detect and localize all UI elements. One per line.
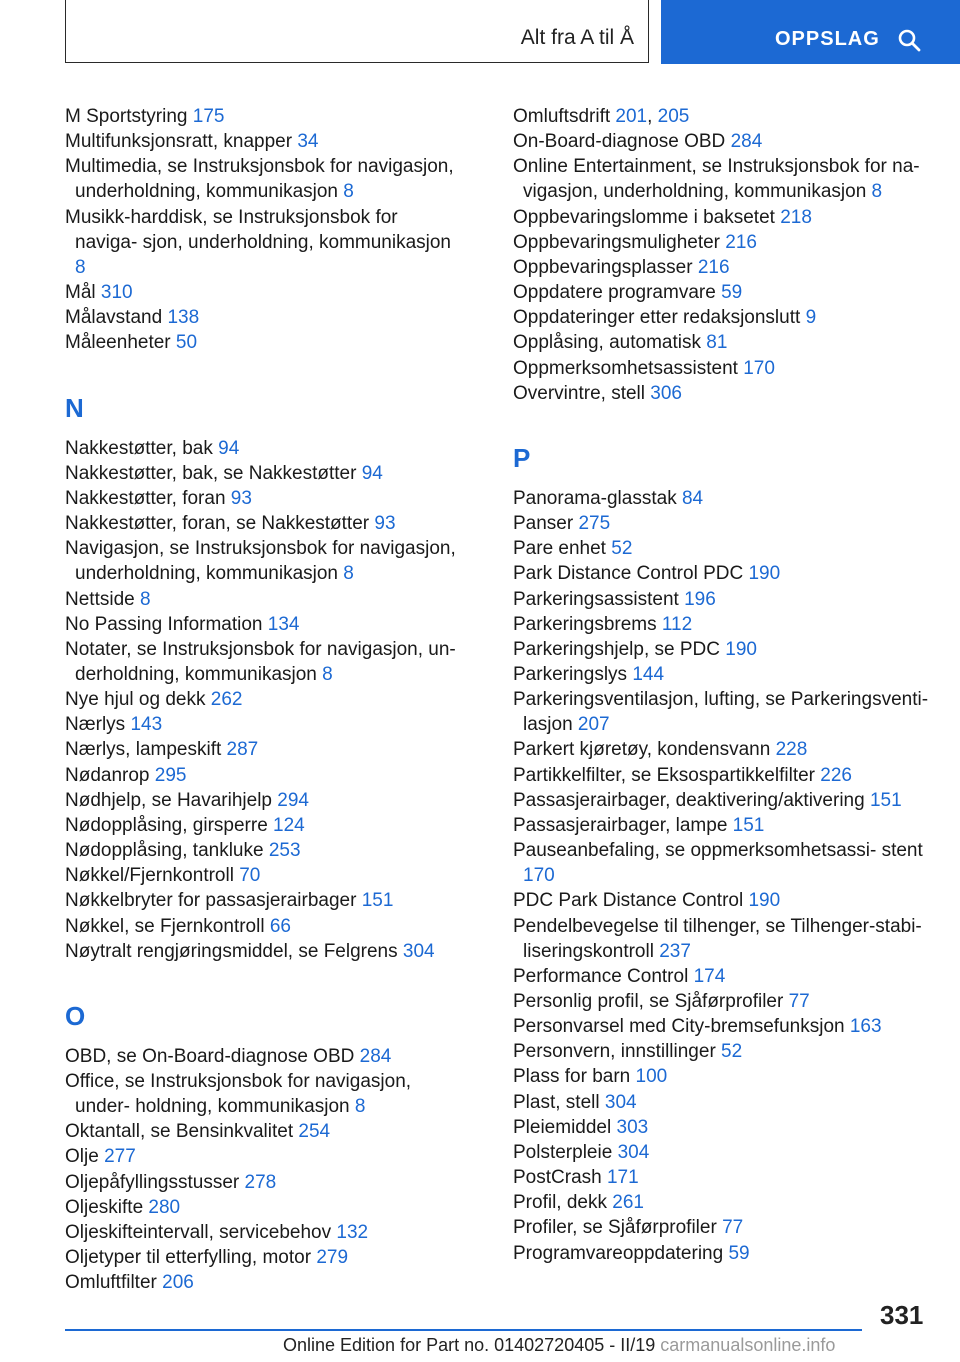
page-reference-link[interactable]: 294 bbox=[277, 789, 309, 811]
page-reference-link[interactable]: 275 bbox=[578, 513, 611, 535]
page-reference-link[interactable]: 254 bbox=[298, 1121, 331, 1143]
index-entry bbox=[65, 587, 465, 612]
index-entry bbox=[513, 280, 933, 305]
index-entry bbox=[513, 788, 933, 813]
index-entry bbox=[513, 1039, 933, 1064]
index-entry bbox=[65, 788, 465, 813]
footer-edition: Online Edition for Part no. 01402720405 - II/19 bbox=[283, 1335, 656, 1355]
index-entry bbox=[65, 280, 465, 305]
page-reference-link[interactable]: 8 bbox=[354, 1096, 366, 1118]
page-reference-link[interactable]: 151 bbox=[732, 814, 765, 836]
index-entry-text: Nærlys bbox=[65, 714, 131, 736]
index-entry-text: Performance Control bbox=[513, 965, 694, 987]
index-entry-text: Parkeringsassistent bbox=[513, 588, 685, 610]
index-column-left bbox=[65, 104, 465, 1295]
index-entry-text: Oljetyper til etterfylling, motor bbox=[65, 1247, 317, 1269]
index-entry bbox=[513, 1115, 933, 1140]
page-reference-link[interactable]: 84 bbox=[681, 487, 704, 509]
page-reference-link[interactable]: 170 bbox=[523, 865, 555, 887]
index-entry bbox=[65, 104, 465, 129]
index-entry-text: Nærlys, lampeskift bbox=[65, 739, 227, 761]
index-entry-text: Multimedia, se Instruksjonsbok for navigasjon, underholdning, kommunikasjon bbox=[65, 156, 454, 203]
page-reference-link[interactable]: 304 bbox=[617, 1141, 650, 1163]
page-reference-separator: , bbox=[647, 106, 658, 127]
index-entry bbox=[65, 612, 465, 637]
footer-logo: carmanualsonline.info bbox=[660, 1335, 836, 1355]
index-entry bbox=[513, 737, 933, 762]
index-entry bbox=[65, 536, 465, 586]
index-entry-text: Omluftsdrift bbox=[513, 106, 616, 127]
index-entry-text: Oppmerksomhetsassistent bbox=[513, 357, 744, 379]
index-entry-text: Oljeskifteintervall, servicebehov bbox=[65, 1221, 337, 1243]
page-reference-link[interactable]: 144 bbox=[632, 663, 665, 685]
index-column-right bbox=[513, 104, 933, 1266]
page-number: 331 bbox=[880, 1300, 924, 1330]
index-entry-text: Personvern, innstillinger bbox=[513, 1041, 722, 1063]
page-reference-link[interactable]: 8 bbox=[343, 181, 354, 203]
page-reference-link[interactable]: 138 bbox=[167, 307, 200, 329]
index-entry bbox=[513, 1241, 933, 1266]
index-entry bbox=[513, 964, 933, 989]
index-entry bbox=[65, 838, 465, 863]
index-entry-text: Parkeringsventilasjon, lufting, se Parkeringsventi- lasjon bbox=[513, 689, 929, 736]
index-entry bbox=[65, 813, 465, 838]
index-entry bbox=[65, 1270, 465, 1295]
index-letter-heading: N bbox=[65, 392, 84, 423]
index-entry bbox=[513, 687, 933, 737]
page-reference-link[interactable]: 77 bbox=[788, 991, 810, 1012]
index-entry-text: M Sportstyring bbox=[65, 106, 193, 127]
page-reference-link[interactable]: 151 bbox=[869, 789, 902, 811]
index-entry-text: Passasjerairbager, lampe bbox=[513, 814, 733, 836]
footer bbox=[283, 1335, 835, 1356]
index-entry-text: On-Board-diagnose OBD bbox=[513, 131, 731, 153]
page-reference-link[interactable]: 206 bbox=[162, 1272, 194, 1294]
index-entry-text: Overvintre, stell bbox=[513, 382, 651, 404]
tab-oppslag[interactable] bbox=[661, 0, 960, 64]
index-entry bbox=[513, 1064, 933, 1089]
index-entry bbox=[513, 888, 933, 913]
page-reference-link[interactable]: 218 bbox=[780, 206, 812, 228]
index-entry bbox=[513, 989, 933, 1014]
page-reference-link[interactable]: 8 bbox=[139, 588, 151, 610]
index-entry-text: Notater, se Instruksjonsbok for navigasjon, un- derholdning, kommunikasjon bbox=[65, 638, 456, 685]
index-entry bbox=[65, 712, 465, 737]
page-reference-link[interactable]: 100 bbox=[635, 1066, 668, 1088]
page-reference-link[interactable]: 93 bbox=[374, 513, 396, 535]
page-reference-link[interactable]: 8 bbox=[871, 181, 883, 203]
header bbox=[0, 0, 960, 64]
index-entry-text: Polsterpleie bbox=[513, 1141, 618, 1163]
index-entry-text: Oljeskifte bbox=[65, 1196, 149, 1218]
index-entry-text: Programvareoppdatering bbox=[513, 1242, 729, 1264]
page-reference-link[interactable]: 66 bbox=[269, 915, 291, 937]
page-reference-link[interactable]: 216 bbox=[697, 256, 730, 278]
index-entry bbox=[513, 511, 933, 536]
index-entry bbox=[65, 1195, 465, 1220]
index-entry-text: Nakkestøtter, bak bbox=[65, 437, 219, 459]
index-entry bbox=[513, 536, 933, 561]
index-entry-text: Parkeringsbrems bbox=[513, 613, 662, 635]
index-entry-text: Oppbevaringslomme i baksetet bbox=[513, 206, 781, 228]
index-entry bbox=[513, 330, 933, 355]
index-entry bbox=[513, 1165, 933, 1190]
page-reference-link[interactable]: 190 bbox=[748, 563, 781, 585]
index-entry bbox=[513, 230, 933, 255]
index-entry bbox=[513, 763, 933, 788]
page-reference-link[interactable]: 8 bbox=[75, 256, 86, 278]
index-entry bbox=[65, 888, 465, 913]
index-entry-text: Nødopplåsing, tankluke bbox=[65, 840, 269, 862]
page-reference-link[interactable]: 304 bbox=[604, 1091, 637, 1113]
page-reference-link[interactable]: 134 bbox=[267, 613, 300, 635]
page-reference-link[interactable]: 280 bbox=[148, 1196, 181, 1218]
index-entry-text: Panorama-glasstak bbox=[513, 487, 682, 509]
index-entry-text: Personlig profil, se Sjåførprofiler bbox=[513, 991, 789, 1012]
index-entry-text: Park Distance Control PDC bbox=[513, 563, 749, 585]
index-entry bbox=[513, 205, 933, 230]
index-entry-text: Panser bbox=[513, 513, 579, 535]
page-reference-link[interactable]: 279 bbox=[316, 1247, 349, 1269]
index-entry bbox=[513, 838, 933, 888]
page-reference-link[interactable]: 77 bbox=[722, 1217, 744, 1239]
index-entry bbox=[513, 1140, 933, 1165]
page-reference-link[interactable]: 306 bbox=[650, 382, 682, 404]
page-reference-link[interactable]: 151 bbox=[361, 890, 394, 912]
index-entry bbox=[65, 436, 465, 461]
page-reference-link[interactable]: 295 bbox=[154, 764, 187, 786]
index-entry-text: Multifunksjonsratt, knapper bbox=[65, 131, 298, 153]
index-entry bbox=[65, 129, 465, 154]
index-entry bbox=[513, 486, 933, 511]
index-entry-text: Nødanrop bbox=[65, 764, 155, 786]
page-reference-link[interactable]: 170 bbox=[743, 357, 775, 379]
page-reference-link[interactable]: 287 bbox=[226, 739, 259, 761]
index-entry bbox=[65, 914, 465, 939]
index-entry bbox=[513, 1090, 933, 1115]
index-entry-text: Passasjerairbager, deaktivering/aktivering bbox=[513, 789, 870, 811]
index-entry bbox=[65, 461, 465, 486]
index-entry bbox=[65, 511, 465, 536]
index-entry bbox=[65, 1245, 465, 1270]
index-entry-text: Parkeringshjelp, se PDC bbox=[513, 638, 726, 660]
page-reference-link[interactable]: 52 bbox=[721, 1041, 743, 1063]
page-reference-link[interactable]: 34 bbox=[297, 131, 319, 153]
index-entry bbox=[513, 255, 933, 280]
tab-label: OPPSLAG bbox=[775, 28, 880, 50]
page-reference-link[interactable]: 190 bbox=[725, 638, 757, 660]
page-reference-link[interactable]: 171 bbox=[606, 1167, 639, 1189]
index-entry bbox=[65, 154, 465, 204]
page-reference-link[interactable]: 70 bbox=[239, 865, 261, 887]
index-entry bbox=[513, 813, 933, 838]
page-reference-link[interactable]: 278 bbox=[244, 1171, 277, 1193]
index-entry-text: Musikk-harddisk, se Instruksjonsbok for naviga- sjon, underholdning, kommunikasjon bbox=[65, 206, 452, 253]
page-reference-link[interactable]: 52 bbox=[611, 538, 633, 560]
page-reference-link[interactable]: 94 bbox=[361, 462, 383, 484]
index-entry-text: PostCrash bbox=[513, 1167, 607, 1189]
index-entry-text: Pauseanbefaling, se oppmerksomhetsassi- stent bbox=[513, 840, 923, 862]
index-entry bbox=[65, 305, 465, 330]
index-entry-text: Online Entertainment, se Instruksjonsbok for na- vigasjon, underholdning, kommunikasjon bbox=[513, 156, 920, 203]
index-entry-text: Profil, dekk bbox=[513, 1192, 613, 1214]
index-entry bbox=[513, 129, 933, 154]
index-entry-text: Pendelbevegelse til tilhenger, se Tilhenger-stabi- liseringskontroll bbox=[513, 915, 922, 962]
page-reference-link[interactable]: 93 bbox=[230, 487, 252, 509]
index-entry-text: Nøkkelbryter for passasjerairbager bbox=[65, 890, 362, 912]
search-icon[interactable] bbox=[897, 28, 921, 52]
index-entry bbox=[513, 381, 933, 406]
index-entry bbox=[513, 104, 933, 129]
index-entry-text: Nøkkel, se Fjernkontroll bbox=[65, 915, 270, 937]
index-entry-text: Office, se Instruksjonsbok for navigasjon, under- holdning, kommunikasjon bbox=[65, 1071, 412, 1118]
page-reference-link[interactable]: 284 bbox=[730, 131, 763, 153]
index-entry bbox=[65, 939, 465, 964]
page-reference-link[interactable]: 228 bbox=[775, 739, 808, 761]
index-entry bbox=[513, 1014, 933, 1039]
index-entry-text: Nødopplåsing, girsperre bbox=[65, 814, 274, 836]
index-entry-text: Nakkestøtter, foran, se Nakkestøtter bbox=[65, 513, 375, 535]
page-reference-link[interactable]: 143 bbox=[130, 714, 163, 736]
index-entry-text: Nøkkel/Fjernkontroll bbox=[65, 865, 240, 887]
index-entry bbox=[65, 687, 465, 712]
page-reference-link[interactable]: 8 bbox=[322, 663, 333, 685]
index-entry bbox=[65, 1220, 465, 1245]
page-reference-link[interactable]: 226 bbox=[820, 764, 852, 786]
page-reference-link[interactable]: 304 bbox=[402, 940, 435, 962]
index-entry-text: Plass for barn bbox=[513, 1066, 636, 1088]
index-entry-text: Oljepåfyllingsstusser bbox=[65, 1171, 245, 1193]
index-letter-heading: O bbox=[65, 1000, 86, 1031]
index-entry-text: Nakkestøtter, bak, se Nakkestøtter bbox=[65, 462, 362, 484]
page-reference-link[interactable]: 190 bbox=[748, 890, 781, 912]
page-reference-link[interactable]: 8 bbox=[343, 563, 354, 585]
page-reference-link[interactable]: 163 bbox=[849, 1016, 882, 1038]
page-reference-link[interactable]: 207 bbox=[577, 714, 610, 736]
page-reference-link[interactable]: 59 bbox=[728, 1242, 750, 1264]
index-entry bbox=[65, 763, 465, 788]
index-entry bbox=[513, 587, 933, 612]
page-reference-link[interactable]: 303 bbox=[616, 1116, 649, 1138]
index-entry-text: Oppbevaringsmuligheter bbox=[513, 231, 726, 253]
index-entry bbox=[513, 356, 933, 381]
index-entry bbox=[65, 863, 465, 888]
index-entry-text: Oppdatere programvare bbox=[513, 282, 722, 304]
index-entry-text: Måleenheter bbox=[65, 332, 176, 354]
index-entry-text: Navigasjon, se Instruksjonsbok for navigasjon, underholdning, kommunikasjon bbox=[65, 538, 456, 585]
tab-alt-fra-a-til-a[interactable] bbox=[65, 0, 649, 63]
index-entry-text: PDC Park Distance Control bbox=[513, 890, 749, 912]
page-reference-link[interactable]: 50 bbox=[175, 332, 198, 354]
page-reference-link[interactable]: 201 bbox=[615, 106, 648, 127]
page-reference-link[interactable]: 196 bbox=[684, 588, 716, 610]
index-entry bbox=[513, 662, 933, 687]
page-reference-link[interactable]: 310 bbox=[100, 282, 133, 304]
page-reference-link[interactable]: 205 bbox=[657, 106, 690, 127]
page-reference-link[interactable]: 81 bbox=[706, 332, 728, 354]
index-entry bbox=[65, 1069, 465, 1119]
index-entry bbox=[65, 1144, 465, 1169]
index-entry-text: Omluftfilter bbox=[65, 1272, 163, 1294]
tab-label: Alt fra A til Å bbox=[520, 26, 634, 49]
page-reference-link[interactable]: 175 bbox=[192, 106, 225, 127]
index-entry bbox=[65, 737, 465, 762]
index-entry bbox=[513, 1190, 933, 1215]
index-entry-text: Pleiemiddel bbox=[513, 1116, 617, 1138]
index-entry-text: Partikkelfilter, se Eksospartikkelfilter bbox=[513, 764, 821, 786]
index-entry-text: No Passing Information bbox=[65, 613, 268, 635]
index-entry-text: Plast, stell bbox=[513, 1091, 605, 1113]
page-reference-link[interactable]: 9 bbox=[805, 307, 817, 329]
index-entry bbox=[513, 1215, 933, 1240]
page-reference-link[interactable]: 132 bbox=[336, 1221, 369, 1243]
index-entry-text: Nøytralt rengjøringsmiddel, se Felgrens bbox=[65, 940, 403, 962]
page-reference-link[interactable]: 174 bbox=[693, 965, 726, 987]
index-entry-text: Pare enhet bbox=[513, 538, 612, 560]
index-entry bbox=[65, 486, 465, 511]
footer-divider bbox=[65, 1329, 862, 1331]
index-entry-text: Mål bbox=[65, 282, 101, 304]
page-reference-link[interactable]: 112 bbox=[661, 613, 693, 635]
index-entry-text: Målavstand bbox=[65, 307, 168, 329]
index-entry bbox=[65, 330, 465, 355]
index-entry bbox=[513, 612, 933, 637]
page-reference-link[interactable]: 124 bbox=[273, 814, 305, 836]
index-entry bbox=[65, 1170, 465, 1195]
index-entry bbox=[513, 561, 933, 586]
index-entry bbox=[65, 205, 465, 280]
index-entry-text: Oktantall, se Bensinkvalitet bbox=[65, 1121, 299, 1143]
page-reference-link[interactable]: 59 bbox=[721, 282, 743, 304]
index-letter-heading: P bbox=[513, 442, 531, 473]
page-reference-link[interactable]: 284 bbox=[359, 1045, 392, 1067]
index-entry-text: Parkert kjøretøy, kondensvann bbox=[513, 739, 776, 761]
index-entry bbox=[65, 1119, 465, 1144]
index-entry bbox=[513, 914, 933, 964]
index-entry-text: Oppdateringer etter redaksjonslutt bbox=[513, 307, 806, 329]
index-entry bbox=[65, 637, 465, 687]
index-entry-text: Oppbevaringsplasser bbox=[513, 256, 698, 278]
index-entry-text: Nye hjul og dekk bbox=[65, 689, 211, 711]
index-entry-text: Olje bbox=[65, 1146, 105, 1168]
page-reference-link[interactable]: 277 bbox=[104, 1146, 136, 1168]
page-reference-link[interactable]: 262 bbox=[210, 689, 243, 711]
index-entry-text: Profiler, se Sjåførprofiler bbox=[513, 1217, 723, 1239]
page-reference-link[interactable]: 94 bbox=[218, 437, 240, 459]
index-entry-text: Nakkestøtter, foran bbox=[65, 487, 231, 509]
page-reference-link[interactable]: 261 bbox=[612, 1192, 644, 1214]
index-entry bbox=[513, 637, 933, 662]
page-reference-link[interactable]: 253 bbox=[268, 840, 301, 862]
index-entry-text: Parkeringslys bbox=[513, 663, 633, 685]
index-entry-text: Opplåsing, automatisk bbox=[513, 332, 707, 354]
index-entry bbox=[65, 1044, 465, 1069]
index-entry-text: Nettside bbox=[65, 588, 140, 610]
page-reference-link[interactable]: 237 bbox=[659, 940, 691, 962]
index-entry bbox=[513, 154, 933, 204]
index-entry-text: OBD, se On-Board-diagnose OBD bbox=[65, 1045, 360, 1067]
index-entry-text: Personvarsel med City-bremsefunksjon bbox=[513, 1016, 850, 1038]
page-reference-link[interactable]: 216 bbox=[725, 231, 757, 253]
index-entry-text: Nødhjelp, se Havarihjelp bbox=[65, 789, 278, 811]
index-entry bbox=[513, 305, 933, 330]
